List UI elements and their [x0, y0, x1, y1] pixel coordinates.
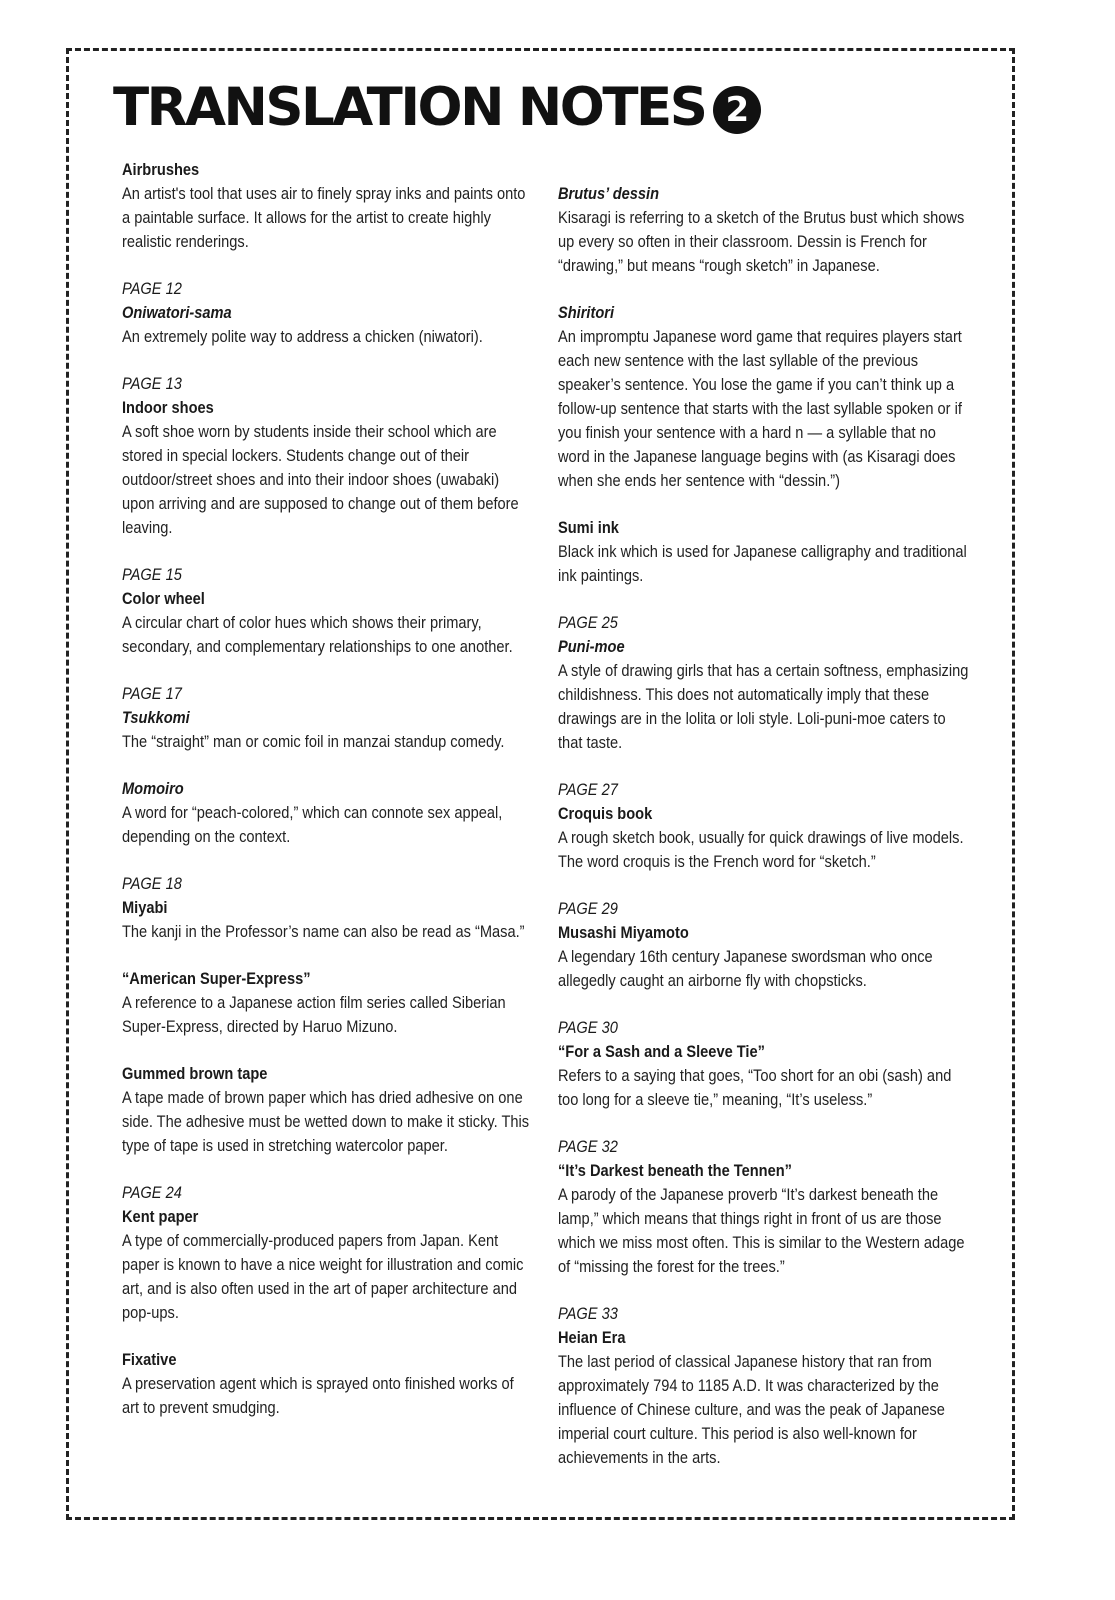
note-heading: Miyabi: [122, 898, 168, 917]
note-indoor-shoes: [122, 372, 534, 540]
page-label: PAGE 13: [122, 374, 182, 393]
note-tsukkomi: [122, 682, 534, 754]
note-body: A type of commercially-produced papers from Japan. Kent paper is known to have a nice weight for illustration and comic art, and is also often used in the art of paper architecture and pop-ups.: [122, 1231, 524, 1322]
note-airbrushes: [122, 158, 534, 254]
note-sash-sleeve-tie: [558, 1016, 970, 1112]
note-heading: Musashi Miyamoto: [558, 923, 689, 942]
note-body: A preservation agent which is sprayed onto finished works of art to prevent smudging.: [122, 1374, 514, 1417]
note-body: A parody of the Japanese proverb “It’s darkest beneath the lamp,” which means that things right in front of us are those which we miss most often. This is similar to the Western adage of “missing the forest for the trees.”: [558, 1185, 965, 1276]
page-label: PAGE 32: [558, 1137, 618, 1156]
note-heading: Momoiro: [122, 779, 184, 798]
title-text: TRANSLATION NOTES: [113, 77, 706, 138]
note-color-wheel: [122, 563, 534, 659]
note-body: A style of drawing girls that has a certain softness, emphasizing childishness. This does not automatically imply that these drawings are in the lolita or loli style. Loli-puni-moe caters to that taste.: [558, 661, 969, 752]
note-heading: “It’s Darkest beneath the Tennen”: [558, 1161, 792, 1180]
page-label: PAGE 33: [558, 1304, 618, 1323]
note-body: An artist's tool that uses air to finely spray inks and paints onto a paintable surface. It allows for the artist to create highly realistic renderings.: [122, 184, 526, 251]
note-body: A word for “peach-colored,” which can connote sex appeal, depending on the context.: [122, 803, 503, 846]
note-body: An impromptu Japanese word game that requires players start each new sentence with the last syllable of the previous speaker’s sentence. You lose the game if you can’t think up a follow-up sentence that starts with the last syllable spoken or if you finish your sentence with a hard n — a syllable that no word in the Japanese language begins with (as Kisaragi does when she ends her sentence with “dessin.”): [558, 327, 962, 490]
page-label: PAGE 30: [558, 1018, 618, 1037]
page-label: PAGE 18: [122, 874, 182, 893]
note-heading: Heian Era: [558, 1328, 626, 1347]
note-heading: Gummed brown tape: [122, 1064, 268, 1083]
note-croquis-book: [558, 778, 970, 874]
note-heading: “For a Sash and a Sleeve Tie”: [558, 1042, 765, 1061]
note-body: Black ink which is used for Japanese calligraphy and traditional ink paintings.: [558, 542, 967, 585]
note-body: The kanji in the Professor’s name can also be read as “Masa.”: [122, 922, 525, 941]
note-body: A circular chart of color hues which shows their primary, secondary, and complementary relationships to one another.: [122, 613, 513, 656]
right-column: [558, 182, 970, 1493]
note-heading: Fixative: [122, 1350, 177, 1369]
note-puni-moe: [558, 611, 970, 755]
title-number-badge: 2: [713, 86, 761, 134]
note-musashi-miyamoto: [558, 897, 970, 993]
note-body: A tape made of brown paper which has dried adhesive on one side. The adhesive must be wetted down to make it sticky. This type of tape is used in stretching watercolor paper.: [122, 1088, 530, 1155]
note-body: A legendary 16th century Japanese swordsman who once allegedly caught an airborne fly with chopsticks.: [558, 947, 933, 990]
note-body: The “straight” man or comic foil in manzai standup comedy.: [122, 732, 505, 751]
page-title: [113, 78, 761, 138]
note-body: A soft shoe worn by students inside their school which are stored in special lockers. Students change out of their outdoor/street shoes and into their indoor shoes (uwabaki) upon arriving and are supposed to change out of them before leaving.: [122, 422, 519, 537]
note-heian-era: [558, 1302, 970, 1470]
note-shiritori: [558, 301, 970, 493]
note-body: Refers to a saying that goes, “Too short for an obi (sash) and too long for a sleeve tie,” meaning, “It’s useless.”: [558, 1066, 952, 1109]
note-heading: Tsukkomi: [122, 708, 190, 727]
note-heading: “American Super-Express”: [122, 969, 311, 988]
note-heading: Color wheel: [122, 589, 205, 608]
note-heading: Indoor shoes: [122, 398, 214, 417]
left-column: [122, 158, 534, 1443]
page-label: PAGE 12: [122, 279, 182, 298]
note-heading: Puni-moe: [558, 637, 625, 656]
note-momoiro: [122, 777, 534, 849]
note-body: An extremely polite way to address a chicken (niwatori).: [122, 327, 483, 346]
note-heading: Croquis book: [558, 804, 653, 823]
note-kent-paper: [122, 1181, 534, 1325]
note-heading: Airbrushes: [122, 160, 200, 179]
page-label: PAGE 15: [122, 565, 182, 584]
note-fixative: [122, 1348, 534, 1420]
note-body: A rough sketch book, usually for quick drawings of live models. The word croquis is the French word for “sketch.”: [558, 828, 964, 871]
page-label: PAGE 24: [122, 1183, 182, 1202]
note-heading: Sumi ink: [558, 518, 619, 537]
note-body: A reference to a Japanese action film series called Siberian Super-Express, directed by Haruo Mizuno.: [122, 993, 506, 1036]
note-sumi-ink: [558, 516, 970, 588]
note-oniwatori-sama: [122, 277, 534, 349]
page-label: PAGE 29: [558, 899, 618, 918]
note-heading: Shiritori: [558, 303, 615, 322]
note-body: Kisaragi is referring to a sketch of the Brutus bust which shows up every so often in their classroom. Dessin is French for “drawing,” but means “rough sketch” in Japanese.: [558, 208, 965, 275]
note-darkest-beneath-tennen: [558, 1135, 970, 1279]
note-heading: Oniwatori-sama: [122, 303, 232, 322]
note-american-super-express: [122, 967, 534, 1039]
note-miyabi: [122, 872, 534, 944]
note-body: The last period of classical Japanese history that ran from approximately 794 to 1185 A.D. It was characterized by the influence of Chinese culture, and was the peak of Japanese imperial court culture. This period is also well-known for achievements in the arts.: [558, 1352, 945, 1467]
note-heading: Brutus’ dessin: [558, 184, 660, 203]
page-label: PAGE 27: [558, 780, 618, 799]
note-heading: Kent paper: [122, 1207, 199, 1226]
note-gummed-brown-tape: [122, 1062, 534, 1158]
page-label: PAGE 25: [558, 613, 618, 632]
note-brutus-dessin: [558, 182, 970, 278]
page-label: PAGE 17: [122, 684, 182, 703]
